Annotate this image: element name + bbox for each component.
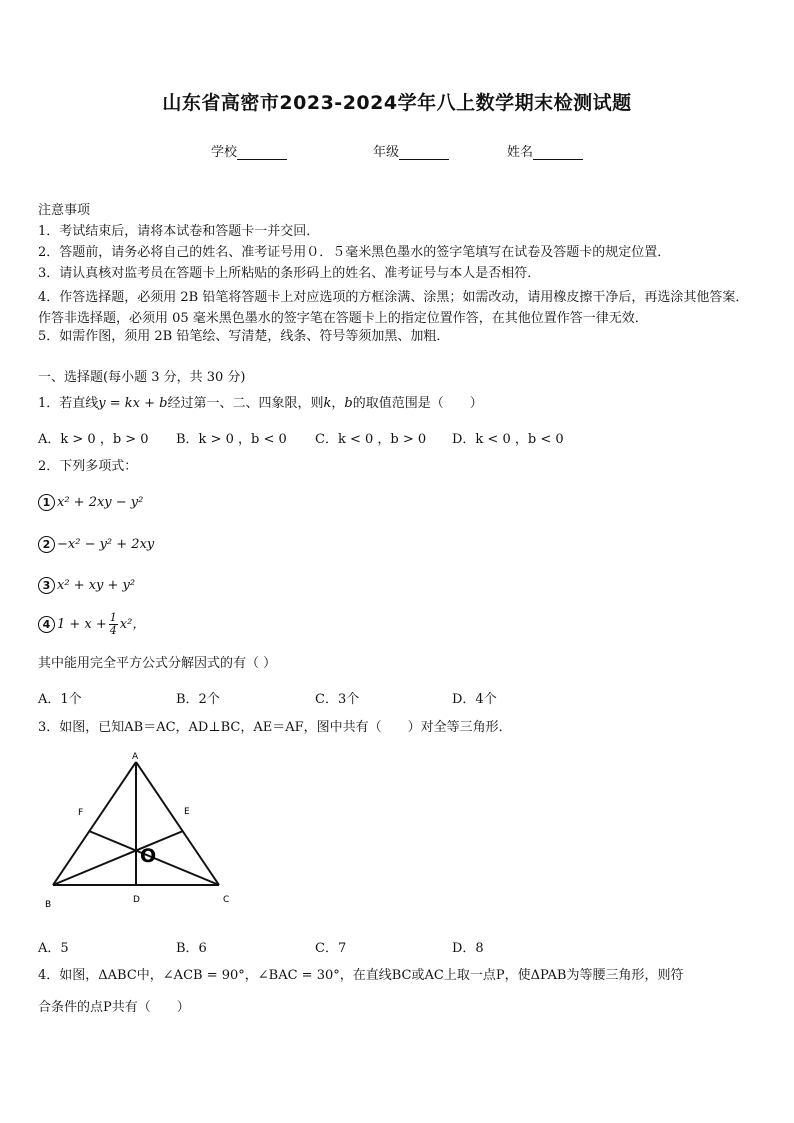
- school-label: 学校: [211, 145, 238, 160]
- q2-expr-1: x² + 2xy − y²: [57, 495, 144, 510]
- name-field: [507, 141, 583, 160]
- q2-option-a[interactable]: A．1个: [38, 692, 82, 707]
- q2-item-1: [38, 494, 143, 511]
- q1-option-b[interactable]: B．k > 0 ，b < 0: [176, 432, 287, 447]
- fraction-numerator: 1: [109, 611, 117, 624]
- circled-number: 3: [38, 577, 55, 594]
- label-d: D: [133, 895, 140, 905]
- label-a: A: [132, 752, 139, 762]
- exam-title: 山东省高密市2023-2024学年八上数学期末检测试题: [162, 92, 632, 114]
- q1-tail: 的取值范围是（ ）: [352, 396, 483, 411]
- q1-post: 经过第一、二、四象限，则: [167, 396, 324, 411]
- label-o: O: [140, 845, 157, 867]
- q2-item-3: [38, 577, 135, 594]
- q2-option-d[interactable]: D．4个: [452, 692, 497, 707]
- grade-blank[interactable]: [399, 145, 449, 160]
- q3-option-b[interactable]: B．6: [176, 941, 207, 956]
- triangle-figure: [38, 750, 248, 915]
- q1-option-d[interactable]: D．k < 0 ，b < 0: [452, 432, 564, 447]
- school-field: [211, 141, 287, 160]
- label-f: F: [78, 808, 84, 818]
- q2-item-4: [38, 612, 145, 638]
- circled-number: 4: [38, 616, 55, 633]
- q1-sep: ，: [331, 396, 345, 411]
- name-label: 姓名: [507, 145, 534, 160]
- grade-label: 年级: [373, 145, 400, 160]
- q3-option-a[interactable]: A．5: [38, 941, 69, 956]
- q3-option-c[interactable]: C．7: [315, 941, 347, 956]
- circled-number: 1: [38, 494, 55, 511]
- grade-field: [373, 141, 449, 160]
- notice-item-2: 2．答题前，请务必将自己的姓名、准考证号用０．５毫米黑色墨水的签字笔填写在试卷及答题卡的规定位置．: [38, 245, 671, 260]
- q2-option-b[interactable]: B．2个: [176, 692, 220, 707]
- q1-option-a[interactable]: A．k > 0 ，b > 0: [38, 432, 149, 447]
- q1-pre: 1．若直线: [38, 396, 99, 411]
- label-e: E: [184, 807, 190, 817]
- q3-option-d[interactable]: D．8: [452, 941, 484, 956]
- notice-item-1: 1．考试结束后，请将本试卷和答题卡一并交回．: [38, 224, 320, 239]
- q2-option-c[interactable]: C．3个: [315, 692, 360, 707]
- question-4-line-2: 合条件的点P共有（ ）: [38, 1000, 190, 1015]
- q2-expr-2: −x² − y² + 2xy: [57, 537, 155, 552]
- side-ab: [53, 762, 136, 885]
- q2-question: 其中能用完全平方公式分解因式的有（ ）: [38, 656, 277, 671]
- fraction-denominator: 4: [109, 624, 117, 637]
- label-b: B: [45, 900, 52, 910]
- q2-fraction: [109, 612, 118, 637]
- q2-item-2: [38, 536, 154, 553]
- segment-be: [53, 831, 183, 885]
- question-3: 3．如图，已知AB＝AC，AD⊥BC，AE＝AF，图中共有（ ）对全等三角形．: [38, 720, 512, 735]
- notice-item-4: 4．作答选择题，必须用 2B 铅笔将答题卡上对应选项的方框涂满、涂黑；如需改动，请用橡皮擦干净后，再选涂其他答案．作答非选择题，必须用 05 毫米黑色墨水的签字笔在答题卡上的指定位置作答，在其他位置作答一律无效．: [38, 290, 749, 326]
- q2-expr-3: x² + xy + y²: [57, 578, 136, 593]
- question-1: [38, 396, 483, 412]
- notice-item-5: 5．如需作图，须用 2B 铅笔绘、写清楚，线条、符号等须加黑、加粗．: [38, 329, 450, 344]
- q1-expr: y = kx + b: [98, 396, 168, 411]
- label-c: C: [223, 895, 230, 905]
- notice-heading: 注意事项: [38, 203, 91, 218]
- q1-k: k: [323, 396, 332, 411]
- section-heading: 一、选择题(每小题 3 分，共 30 分): [38, 370, 246, 385]
- q1-b: b: [344, 396, 353, 411]
- school-blank[interactable]: [237, 145, 287, 160]
- question-4-line-1: 4．如图，ΔABC中，∠ACB = 90°，∠BAC = 30°，在直线BC或AC上取一点P，使ΔPAB为等腰三角形，则符: [38, 968, 684, 983]
- name-blank[interactable]: [533, 145, 583, 160]
- q2-expr-4-post: x²，: [119, 617, 146, 632]
- q2-expr-4-pre: 1 + x +: [57, 617, 107, 632]
- question-2: 2．下列多项式：: [38, 459, 138, 474]
- q1-option-c[interactable]: C．k < 0 ，b > 0: [315, 432, 427, 447]
- notice-item-3: 3．请认真核对监考员在答题卡上所粘贴的条形码上的姓名、准考证号与本人是否相符．: [38, 266, 541, 281]
- circled-number: 2: [38, 536, 55, 553]
